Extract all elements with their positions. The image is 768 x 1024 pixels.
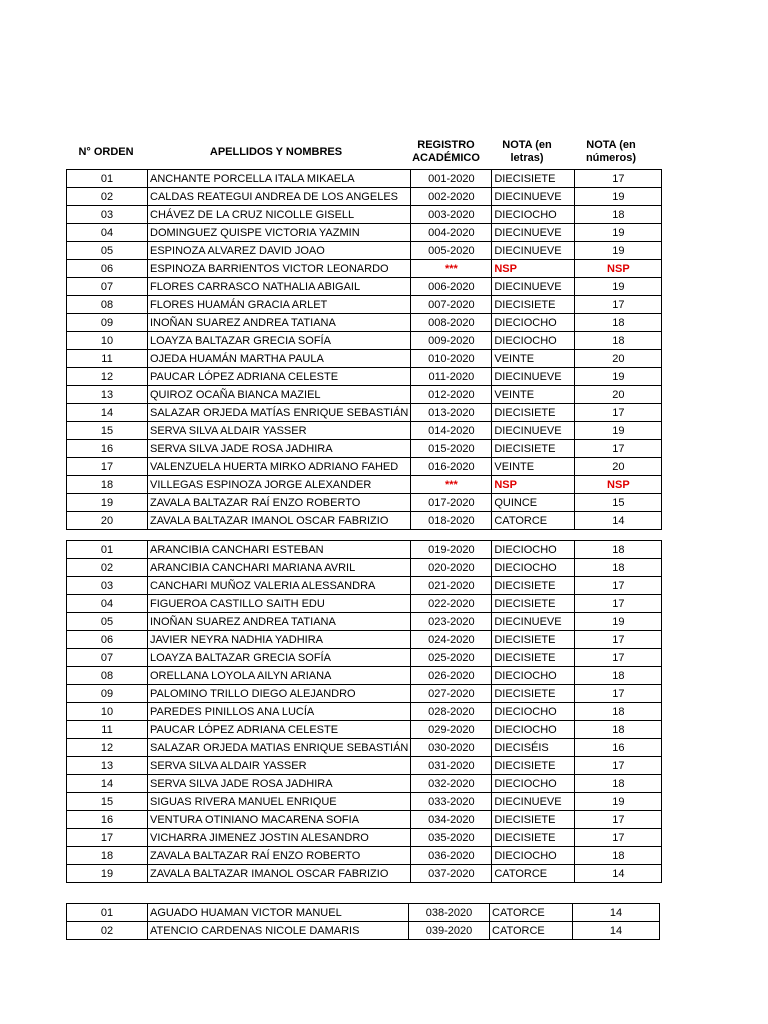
table-row xyxy=(67,847,662,865)
nota-letras-cell: DIECINUEVE xyxy=(492,278,575,296)
table-row xyxy=(67,685,662,703)
registro-cell: 009-2020 xyxy=(411,332,492,350)
header-numeros-line1: NOTA (en xyxy=(586,139,636,151)
header-apellidos-nombres: APELLIDOS Y NOMBRES xyxy=(209,146,343,158)
nota-numeros-cell: 17 xyxy=(575,757,662,775)
nota-numeros-cell: 17 xyxy=(575,685,662,703)
nombre-cell: SALAZAR ORJEDA MATÍAS ENRIQUE SEBASTIÁN xyxy=(148,404,411,422)
nota-letras-cell: DIECISIETE xyxy=(492,440,575,458)
orden-cell: 13 xyxy=(67,386,148,404)
orden-cell: 20 xyxy=(67,512,148,530)
table-row xyxy=(67,739,662,757)
nombre-cell: JAVIER NEYRA NADHIA YADHIRA xyxy=(148,631,411,649)
nota-letras-cell: DIECISIETE xyxy=(492,296,575,314)
table-row xyxy=(67,649,662,667)
nota-numeros-cell: 17 xyxy=(575,595,662,613)
orden-cell: 06 xyxy=(67,631,148,649)
orden-cell: 08 xyxy=(67,296,148,314)
table-row xyxy=(67,368,662,386)
nombre-cell: ATENCIO CARDENAS NICOLE DAMARIS xyxy=(148,922,409,940)
nota-numeros-cell: 17 xyxy=(575,631,662,649)
nota-letras-cell: DIECINUEVE xyxy=(492,242,575,260)
orden-cell: 14 xyxy=(67,404,148,422)
registro-cell: 019-2020 xyxy=(411,541,492,559)
table-row xyxy=(67,296,662,314)
table-row xyxy=(67,922,660,940)
registro-cell: 027-2020 xyxy=(411,685,492,703)
nota-letras-cell: DIECISIETE xyxy=(492,577,575,595)
table-row xyxy=(67,829,662,847)
registro-cell: 014-2020 xyxy=(411,422,492,440)
orden-cell: 01 xyxy=(67,904,148,922)
nombre-cell: ZAVALA BALTAZAR IMANOL OSCAR FABRIZIO xyxy=(148,865,411,883)
table-row xyxy=(67,188,662,206)
nota-numeros-cell: 17 xyxy=(575,404,662,422)
orden-cell: 15 xyxy=(67,793,148,811)
nota-letras-cell: DIECINUEVE xyxy=(492,188,575,206)
nota-numeros-cell: 17 xyxy=(575,170,662,188)
nota-numeros-cell: 17 xyxy=(575,829,662,847)
registro-cell: *** xyxy=(411,260,492,278)
registro-cell: 024-2020 xyxy=(411,631,492,649)
nota-numeros-cell: NSP xyxy=(575,476,662,494)
nombre-cell: INOÑAN SUAREZ ANDREA TATIANA xyxy=(148,613,411,631)
nota-letras-cell: DIECISIETE xyxy=(492,404,575,422)
nombre-cell: LOAYZA BALTAZAR GRECIA SOFÍA xyxy=(148,332,411,350)
table-row xyxy=(67,170,662,188)
orden-cell: 01 xyxy=(67,170,148,188)
orden-cell: 16 xyxy=(67,811,148,829)
orden-cell: 02 xyxy=(67,559,148,577)
orden-cell: 18 xyxy=(67,847,148,865)
registro-cell: 005-2020 xyxy=(411,242,492,260)
registro-cell: 039-2020 xyxy=(409,922,490,940)
nota-numeros-cell: 14 xyxy=(575,865,662,883)
registro-cell: 016-2020 xyxy=(411,458,492,476)
nota-letras-cell: DIECISIETE xyxy=(492,811,575,829)
nota-letras-cell: DIECIOCHO xyxy=(492,703,575,721)
nombre-cell: FLORES HUAMÁN GRACIA ARLET xyxy=(148,296,411,314)
nota-letras-cell: DIECIOCHO xyxy=(492,206,575,224)
nota-numeros-cell: 18 xyxy=(575,541,662,559)
orden-cell: 08 xyxy=(67,667,148,685)
registro-cell: *** xyxy=(411,476,492,494)
orden-cell: 12 xyxy=(67,739,148,757)
nombre-cell: SERVA SILVA ALDAIR YASSER xyxy=(148,757,411,775)
registro-cell: 031-2020 xyxy=(411,757,492,775)
grades-table-2 xyxy=(66,540,662,883)
table-row xyxy=(67,260,662,278)
nota-numeros-cell: 16 xyxy=(575,739,662,757)
nombre-cell: ZAVALA BALTAZAR IMANOL OSCAR FABRIZIO xyxy=(148,512,411,530)
nombre-cell: AGUADO HUAMAN VICTOR MANUEL xyxy=(148,904,409,922)
table-row xyxy=(67,667,662,685)
nota-numeros-cell: 19 xyxy=(575,224,662,242)
nombre-cell: PALOMINO TRILLO DIEGO ALEJANDRO xyxy=(148,685,411,703)
orden-cell: 16 xyxy=(67,440,148,458)
nota-letras-cell: DIECIOCHO xyxy=(492,314,575,332)
nota-numeros-cell: 18 xyxy=(575,314,662,332)
table-row xyxy=(67,541,662,559)
registro-cell: 032-2020 xyxy=(411,775,492,793)
nota-numeros-cell: 19 xyxy=(575,242,662,260)
orden-cell: 11 xyxy=(67,350,148,368)
orden-cell: 07 xyxy=(67,649,148,667)
nombre-cell: DOMINGUEZ QUISPE VICTORIA YAZMIN xyxy=(148,224,411,242)
orden-cell: 18 xyxy=(67,476,148,494)
nota-numeros-cell: 18 xyxy=(575,559,662,577)
registro-cell: 004-2020 xyxy=(411,224,492,242)
orden-cell: 12 xyxy=(67,368,148,386)
nota-numeros-cell: NSP xyxy=(575,260,662,278)
grades-table-3 xyxy=(66,903,660,940)
nota-letras-cell: VEINTE xyxy=(492,458,575,476)
grades-table-1 xyxy=(66,169,662,530)
nota-letras-cell: DIECISIETE xyxy=(492,170,575,188)
nombre-cell: PAUCAR LÓPEZ ADRIANA CELESTE xyxy=(148,368,411,386)
registro-cell: 023-2020 xyxy=(411,613,492,631)
nota-letras-cell: DIECINUEVE xyxy=(492,224,575,242)
header-letras-line1: NOTA (en xyxy=(502,139,552,151)
nombre-cell: CALDAS REATEGUI ANDREA DE LOS ANGELES xyxy=(148,188,411,206)
nota-numeros-cell: 19 xyxy=(575,278,662,296)
nombre-cell: SERVA SILVA JADE ROSA JADHIRA xyxy=(148,440,411,458)
nombre-cell: ZAVALA BALTAZAR RAÍ ENZO ROBERTO xyxy=(148,847,411,865)
registro-cell: 028-2020 xyxy=(411,703,492,721)
table-row xyxy=(67,458,662,476)
table-row xyxy=(67,278,662,296)
registro-cell: 037-2020 xyxy=(411,865,492,883)
table-row xyxy=(67,865,662,883)
registro-cell: 015-2020 xyxy=(411,440,492,458)
nombre-cell: VILLEGAS ESPINOZA JORGE ALEXANDER xyxy=(148,476,411,494)
nombre-cell: CHÁVEZ DE LA CRUZ NICOLLE GISELL xyxy=(148,206,411,224)
orden-cell: 03 xyxy=(67,206,148,224)
nombre-cell: SALAZAR ORJEDA MATIAS ENRIQUE SEBASTIÁN xyxy=(148,739,411,757)
nota-numeros-cell: 19 xyxy=(575,793,662,811)
nota-letras-cell: VEINTE xyxy=(492,386,575,404)
registro-cell: 011-2020 xyxy=(411,368,492,386)
nombre-cell: ARANCIBIA CANCHARI MARIANA AVRIL xyxy=(148,559,411,577)
nota-letras-cell: DIECISIETE xyxy=(492,649,575,667)
table-row xyxy=(67,577,662,595)
nota-numeros-cell: 18 xyxy=(575,775,662,793)
nota-letras-cell: DIECIOCHO xyxy=(492,847,575,865)
nota-numeros-cell: 18 xyxy=(575,721,662,739)
table-row xyxy=(67,242,662,260)
nota-letras-cell: VEINTE xyxy=(492,350,575,368)
header-nota-numeros xyxy=(568,139,654,165)
orden-cell: 01 xyxy=(67,541,148,559)
table-row xyxy=(67,775,662,793)
orden-cell: 11 xyxy=(67,721,148,739)
table-row xyxy=(67,314,662,332)
nota-letras-cell: NSP xyxy=(492,260,575,278)
nota-letras-cell: DIECISIETE xyxy=(492,757,575,775)
registro-cell: 017-2020 xyxy=(411,494,492,512)
registro-cell: 012-2020 xyxy=(411,386,492,404)
nombre-cell: VALENZUELA HUERTA MIRKO ADRIANO FAHED xyxy=(148,458,411,476)
orden-cell: 13 xyxy=(67,757,148,775)
table-row xyxy=(67,332,662,350)
orden-cell: 03 xyxy=(67,577,148,595)
nombre-cell: VICHARRA JIMENEZ JOSTIN ALESANDRO xyxy=(148,829,411,847)
nota-letras-cell: DIECIOCHO xyxy=(492,332,575,350)
registro-cell: 038-2020 xyxy=(409,904,490,922)
orden-cell: 07 xyxy=(67,278,148,296)
nota-letras-cell: QUINCE xyxy=(492,494,575,512)
nota-numeros-cell: 18 xyxy=(575,703,662,721)
registro-cell: 010-2020 xyxy=(411,350,492,368)
nota-numeros-cell: 14 xyxy=(575,512,662,530)
registro-cell: 003-2020 xyxy=(411,206,492,224)
nota-numeros-cell: 17 xyxy=(575,811,662,829)
nombre-cell: SIGUAS RIVERA MANUEL ENRIQUE xyxy=(148,793,411,811)
table-row xyxy=(67,404,662,422)
nota-letras-cell: DIECINUEVE xyxy=(492,422,575,440)
registro-cell: 030-2020 xyxy=(411,739,492,757)
table-row xyxy=(67,224,662,242)
nombre-cell: ESPINOZA BARRIENTOS VICTOR LEONARDO xyxy=(148,260,411,278)
table-row xyxy=(67,440,662,458)
orden-cell: 19 xyxy=(67,494,148,512)
registro-cell: 008-2020 xyxy=(411,314,492,332)
nombre-cell: INOÑAN SUAREZ ANDREA TATIANA xyxy=(148,314,411,332)
registro-cell: 007-2020 xyxy=(411,296,492,314)
orden-cell: 06 xyxy=(67,260,148,278)
nota-letras-cell: DIECISIETE xyxy=(492,595,575,613)
nota-letras-cell: DIECISIETE xyxy=(492,829,575,847)
table-row xyxy=(67,631,662,649)
header-numeros-line2: números) xyxy=(585,152,637,164)
nota-numeros-cell: 19 xyxy=(575,368,662,386)
registro-cell: 026-2020 xyxy=(411,667,492,685)
nota-letras-cell: CATORCE xyxy=(492,865,575,883)
nota-numeros-cell: 20 xyxy=(575,458,662,476)
registro-cell: 021-2020 xyxy=(411,577,492,595)
nota-letras-cell: NSP xyxy=(492,476,575,494)
table-row xyxy=(67,206,662,224)
nota-numeros-cell: 19 xyxy=(575,422,662,440)
registro-cell: 025-2020 xyxy=(411,649,492,667)
registro-cell: 033-2020 xyxy=(411,793,492,811)
table-row xyxy=(67,386,662,404)
orden-cell: 02 xyxy=(67,922,148,940)
nota-numeros-cell: 20 xyxy=(575,386,662,404)
nota-numeros-cell: 14 xyxy=(573,922,660,940)
orden-cell: 04 xyxy=(67,595,148,613)
orden-cell: 05 xyxy=(67,242,148,260)
nota-numeros-cell: 17 xyxy=(575,296,662,314)
registro-cell: 035-2020 xyxy=(411,829,492,847)
orden-cell: 14 xyxy=(67,775,148,793)
nota-letras-cell: DIECIOCHO xyxy=(492,775,575,793)
orden-cell: 19 xyxy=(67,865,148,883)
nota-numeros-cell: 14 xyxy=(573,904,660,922)
header-registro-line2: ACADÉMICO xyxy=(412,152,480,164)
table-row xyxy=(67,512,662,530)
header-letras-line2: letras) xyxy=(510,152,544,164)
nota-letras-cell: DIECISIETE xyxy=(492,631,575,649)
header-registro-line1: REGISTRO xyxy=(417,139,475,151)
nombre-cell: VENTURA OTINIANO MACARENA SOFIA xyxy=(148,811,411,829)
table-row xyxy=(67,793,662,811)
table-row xyxy=(67,350,662,368)
nota-numeros-cell: 18 xyxy=(575,847,662,865)
table-row xyxy=(67,595,662,613)
nota-numeros-cell: 20 xyxy=(575,350,662,368)
nombre-cell: PAREDES PINILLOS ANA LUCÍA xyxy=(148,703,411,721)
nota-letras-cell: DIECIOCHO xyxy=(492,541,575,559)
nota-numeros-cell: 18 xyxy=(575,332,662,350)
registro-cell: 002-2020 xyxy=(411,188,492,206)
nota-letras-cell: DIECIOCHO xyxy=(492,559,575,577)
orden-cell: 09 xyxy=(67,685,148,703)
nota-letras-cell: DIECINUEVE xyxy=(492,793,575,811)
nombre-cell: ESPINOZA ALVAREZ DAVID JOAO xyxy=(148,242,411,260)
table-row xyxy=(67,703,662,721)
nombre-cell: SERVA SILVA ALDAIR YASSER xyxy=(148,422,411,440)
nombre-cell: ORELLANA LOYOLA AILYN ARIANA xyxy=(148,667,411,685)
nombre-cell: ANCHANTE PORCELLA ITALA MIKAELA xyxy=(148,170,411,188)
table-row xyxy=(67,422,662,440)
nota-letras-cell: CATORCE xyxy=(490,922,573,940)
table-row xyxy=(67,721,662,739)
nombre-cell: FIGUEROA CASTILLO SAITH EDU xyxy=(148,595,411,613)
header-nota-letras xyxy=(486,139,568,165)
nombre-cell: LOAYZA BALTAZAR GRECIA SOFÍA xyxy=(148,649,411,667)
orden-cell: 10 xyxy=(67,703,148,721)
nota-numeros-cell: 18 xyxy=(575,667,662,685)
table-row xyxy=(67,476,662,494)
registro-cell: 029-2020 xyxy=(411,721,492,739)
nota-letras-cell: CATORCE xyxy=(492,512,575,530)
registro-cell: 034-2020 xyxy=(411,811,492,829)
nota-letras-cell: CATORCE xyxy=(490,904,573,922)
nombre-cell: ZAVALA BALTAZAR RAÍ ENZO ROBERTO xyxy=(148,494,411,512)
nota-letras-cell: DIECIOCHO xyxy=(492,667,575,685)
nota-letras-cell: DIECISÉIS xyxy=(492,739,575,757)
nombre-cell: OJEDA HUAMÁN MARTHA PAULA xyxy=(148,350,411,368)
nota-numeros-cell: 17 xyxy=(575,649,662,667)
registro-cell: 020-2020 xyxy=(411,559,492,577)
orden-cell: 10 xyxy=(67,332,148,350)
table-row xyxy=(67,613,662,631)
orden-cell: 09 xyxy=(67,314,148,332)
nombre-cell: PAUCAR LÓPEZ ADRIANA CELESTE xyxy=(148,721,411,739)
registro-cell: 036-2020 xyxy=(411,847,492,865)
nota-numeros-cell: 19 xyxy=(575,613,662,631)
registro-cell: 022-2020 xyxy=(411,595,492,613)
nota-numeros-cell: 15 xyxy=(575,494,662,512)
nombre-cell: CANCHARI MUÑOZ VALERIA ALESSANDRA xyxy=(148,577,411,595)
table-row xyxy=(67,494,662,512)
nombre-cell: QUIROZ OCAÑA BIANCA MAZIEL xyxy=(148,386,411,404)
nota-letras-cell: DIECINUEVE xyxy=(492,368,575,386)
table-row xyxy=(67,559,662,577)
nombre-cell: SERVA SILVA JADE ROSA JADHIRA xyxy=(148,775,411,793)
table-row xyxy=(67,811,662,829)
header-orden: N° ORDEN xyxy=(78,146,134,158)
orden-cell: 05 xyxy=(67,613,148,631)
registro-cell: 013-2020 xyxy=(411,404,492,422)
nota-letras-cell: DIECIOCHO xyxy=(492,721,575,739)
registro-cell: 006-2020 xyxy=(411,278,492,296)
registro-cell: 001-2020 xyxy=(411,170,492,188)
nombre-cell: FLORES CARRASCO NATHALIA ABIGAIL xyxy=(148,278,411,296)
nota-numeros-cell: 18 xyxy=(575,206,662,224)
nota-numeros-cell: 17 xyxy=(575,440,662,458)
table-row xyxy=(67,757,662,775)
orden-cell: 02 xyxy=(67,188,148,206)
orden-cell: 17 xyxy=(67,458,148,476)
nota-letras-cell: DIECISIETE xyxy=(492,685,575,703)
orden-cell: 04 xyxy=(67,224,148,242)
nota-numeros-cell: 17 xyxy=(575,577,662,595)
header-registro-academico xyxy=(406,139,486,165)
nombre-cell: ARANCIBIA CANCHARI ESTEBAN xyxy=(148,541,411,559)
nota-numeros-cell: 19 xyxy=(575,188,662,206)
orden-cell: 15 xyxy=(67,422,148,440)
table-row xyxy=(67,904,660,922)
orden-cell: 17 xyxy=(67,829,148,847)
registro-cell: 018-2020 xyxy=(411,512,492,530)
nota-letras-cell: DIECINUEVE xyxy=(492,613,575,631)
